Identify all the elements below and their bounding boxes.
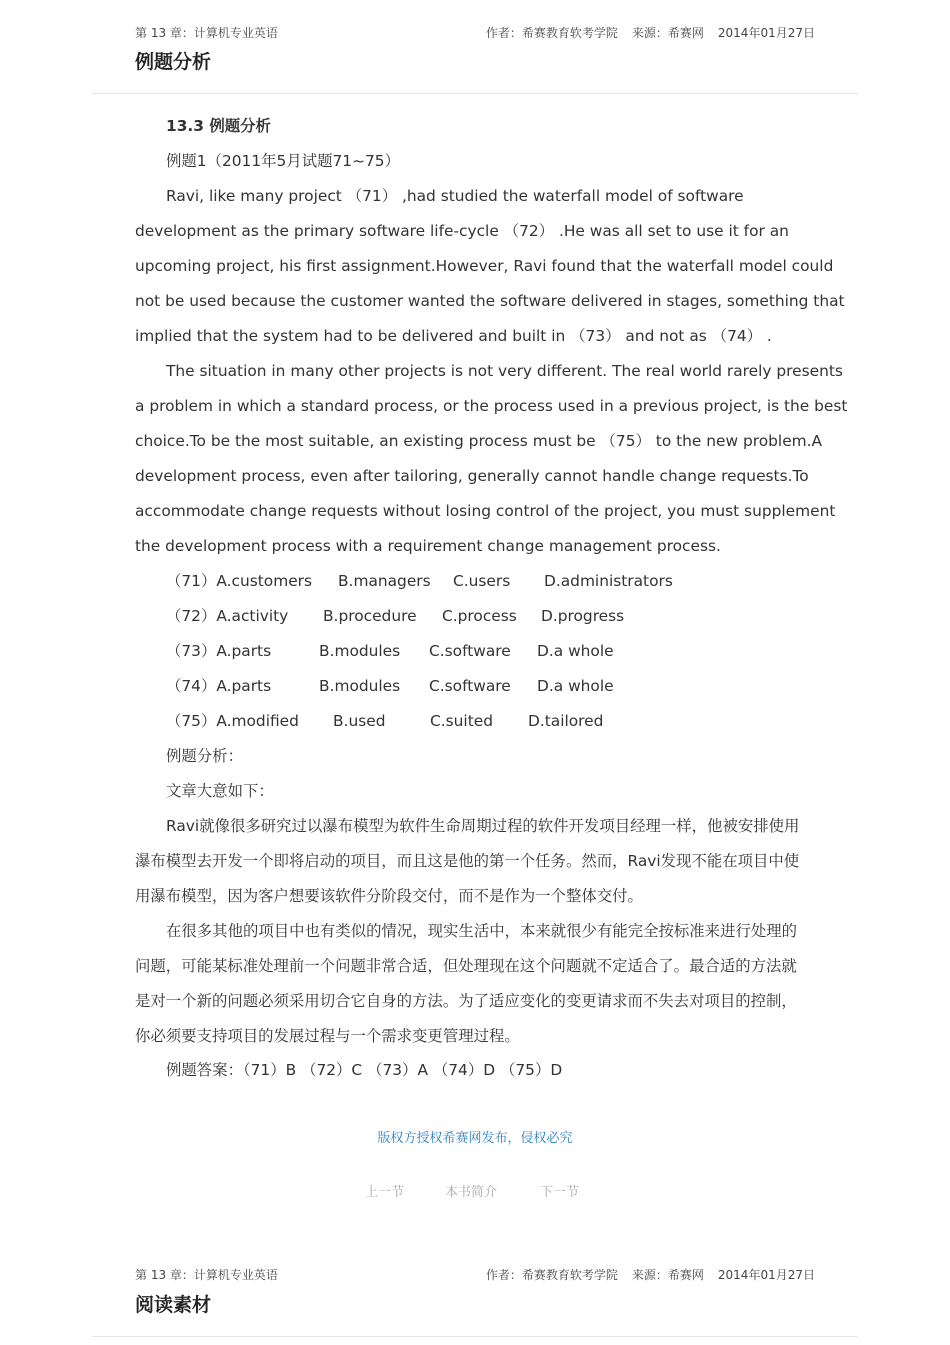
option-row bbox=[166, 641, 766, 661]
header-divider bbox=[92, 1336, 858, 1337]
paragraph-line: 你必须要支持项目的发展过程与一个需求变更管理过程。 bbox=[135, 1027, 520, 1045]
paragraph-line: 是对一个新的问题必须采用切合它自身的方法。为了适应变化的变更请求而不失去对项目的控制， bbox=[135, 992, 797, 1010]
paragraph-line: choice.To be the most suitable, an existing process must be （75） to the new problem.A bbox=[135, 432, 823, 450]
option-c: C.software bbox=[429, 642, 511, 660]
option-b: B.managers bbox=[338, 572, 431, 590]
author-text: 作者：希赛教育软考学院 bbox=[485, 26, 618, 40]
option-b: B.modules bbox=[319, 642, 401, 660]
option-row bbox=[166, 606, 766, 626]
copyright-notice: 版权方授权希赛网发布，侵权必究 bbox=[377, 1131, 573, 1146]
summary-label: 文章大意如下： bbox=[166, 782, 274, 800]
paragraph-line: development process, even after tailoring, generally cannot handle change requests.To bbox=[135, 467, 809, 485]
paragraph-line: Ravi, like many project （71） ,had studied the waterfall model of software bbox=[166, 187, 744, 205]
option-row bbox=[166, 571, 766, 591]
option-d: D.a whole bbox=[537, 642, 614, 660]
option-c: C.suited bbox=[430, 712, 493, 730]
option-b: B.procedure bbox=[323, 607, 417, 625]
option-c: C.software bbox=[429, 677, 511, 695]
paragraph-line: the development process with a requirement change management process. bbox=[135, 537, 721, 555]
paragraph-line: a problem in which a standard process, or the process used in a previous project, is the best bbox=[135, 397, 848, 415]
analysis-label: 例题分析： bbox=[166, 747, 243, 765]
option-row bbox=[166, 711, 766, 731]
date-text: 2014年01月27日 bbox=[717, 26, 815, 40]
paragraph-line: 用瀑布模型，因为客户想要该软件分阶段交付，而不是作为一个整体交付。 bbox=[135, 887, 643, 905]
option-c: C.process bbox=[442, 607, 517, 625]
article-meta bbox=[472, 24, 815, 41]
next-section-link[interactable]: 下一节 bbox=[540, 1185, 580, 1200]
page-title: 阅读素材 bbox=[135, 1294, 212, 1316]
source-text: 来源：希赛网 bbox=[631, 26, 704, 40]
header-divider bbox=[92, 93, 858, 94]
article-meta bbox=[472, 1266, 815, 1283]
option-d: D.administrators bbox=[544, 572, 673, 590]
option-d: D.tailored bbox=[528, 712, 604, 730]
paragraph-line: development as the primary software life-cycle （72） .He was all set to use it for an bbox=[135, 222, 789, 240]
example-label: 例题1（2011年5月试题71~75） bbox=[166, 152, 400, 170]
prev-section-link[interactable]: 上一节 bbox=[365, 1185, 405, 1200]
option-d: D.a whole bbox=[537, 677, 614, 695]
paragraph-line: not be used because the customer wanted the software delivered in stages, something that bbox=[135, 292, 845, 310]
chapter-label: 第 13 章：计算机专业英语 bbox=[135, 1268, 278, 1282]
page-title: 例题分析 bbox=[135, 51, 212, 73]
option-a: （72）A.activity bbox=[166, 607, 289, 625]
paragraph-line: The situation in many other projects is not very different. The real world rarely presents bbox=[166, 362, 843, 380]
option-a: （74）A.parts bbox=[166, 677, 272, 695]
paragraph-line: upcoming project, his first assignment.However, Ravi found that the waterfall model could bbox=[135, 257, 834, 275]
source-text: 来源：希赛网 bbox=[631, 1268, 704, 1282]
option-a: （73）A.parts bbox=[166, 642, 272, 660]
paragraph-line: implied that the system had to be delivered and built in （73） and not as （74） . bbox=[135, 327, 772, 345]
section-title: 13.3 例题分析 bbox=[166, 117, 271, 135]
paragraph-line: 瀑布模型去开发一个即将启动的项目，而且这是他的第一个任务。然而，Ravi发现不能在项目中使 bbox=[135, 852, 800, 870]
paragraph-line: 问题，可能某标准处理前一个问题非常合适，但处理现在这个问题就不定适合了。最合适的方法就 bbox=[135, 957, 797, 975]
option-b: B.used bbox=[333, 712, 386, 730]
paragraph-line: accommodate change requests without losing control of the project, you must supplement bbox=[135, 502, 836, 520]
option-b: B.modules bbox=[319, 677, 401, 695]
answer-line: 例题答案：（71）B （72）C （73）A （74）D （75）D bbox=[166, 1061, 563, 1079]
option-c: C.users bbox=[453, 572, 511, 590]
option-row bbox=[166, 676, 766, 696]
date-text: 2014年01月27日 bbox=[717, 1268, 815, 1282]
chapter-label: 第 13 章：计算机专业英语 bbox=[135, 26, 278, 40]
book-intro-link[interactable]: 本书简介 bbox=[445, 1185, 498, 1200]
author-text: 作者：希赛教育软考学院 bbox=[485, 1268, 618, 1282]
option-d: D.progress bbox=[541, 607, 625, 625]
option-a: （71）A.customers bbox=[166, 572, 313, 590]
paragraph-line: 在很多其他的项目中也有类似的情况，现实生活中，本来就很少有能完全按标准来进行处理的 bbox=[166, 922, 798, 940]
option-a: （75）A.modified bbox=[166, 712, 299, 730]
paragraph-line: Ravi就像很多研究过以瀑布模型为软件生命周期过程的软件开发项目经理一样，他被安排使用 bbox=[166, 817, 800, 835]
